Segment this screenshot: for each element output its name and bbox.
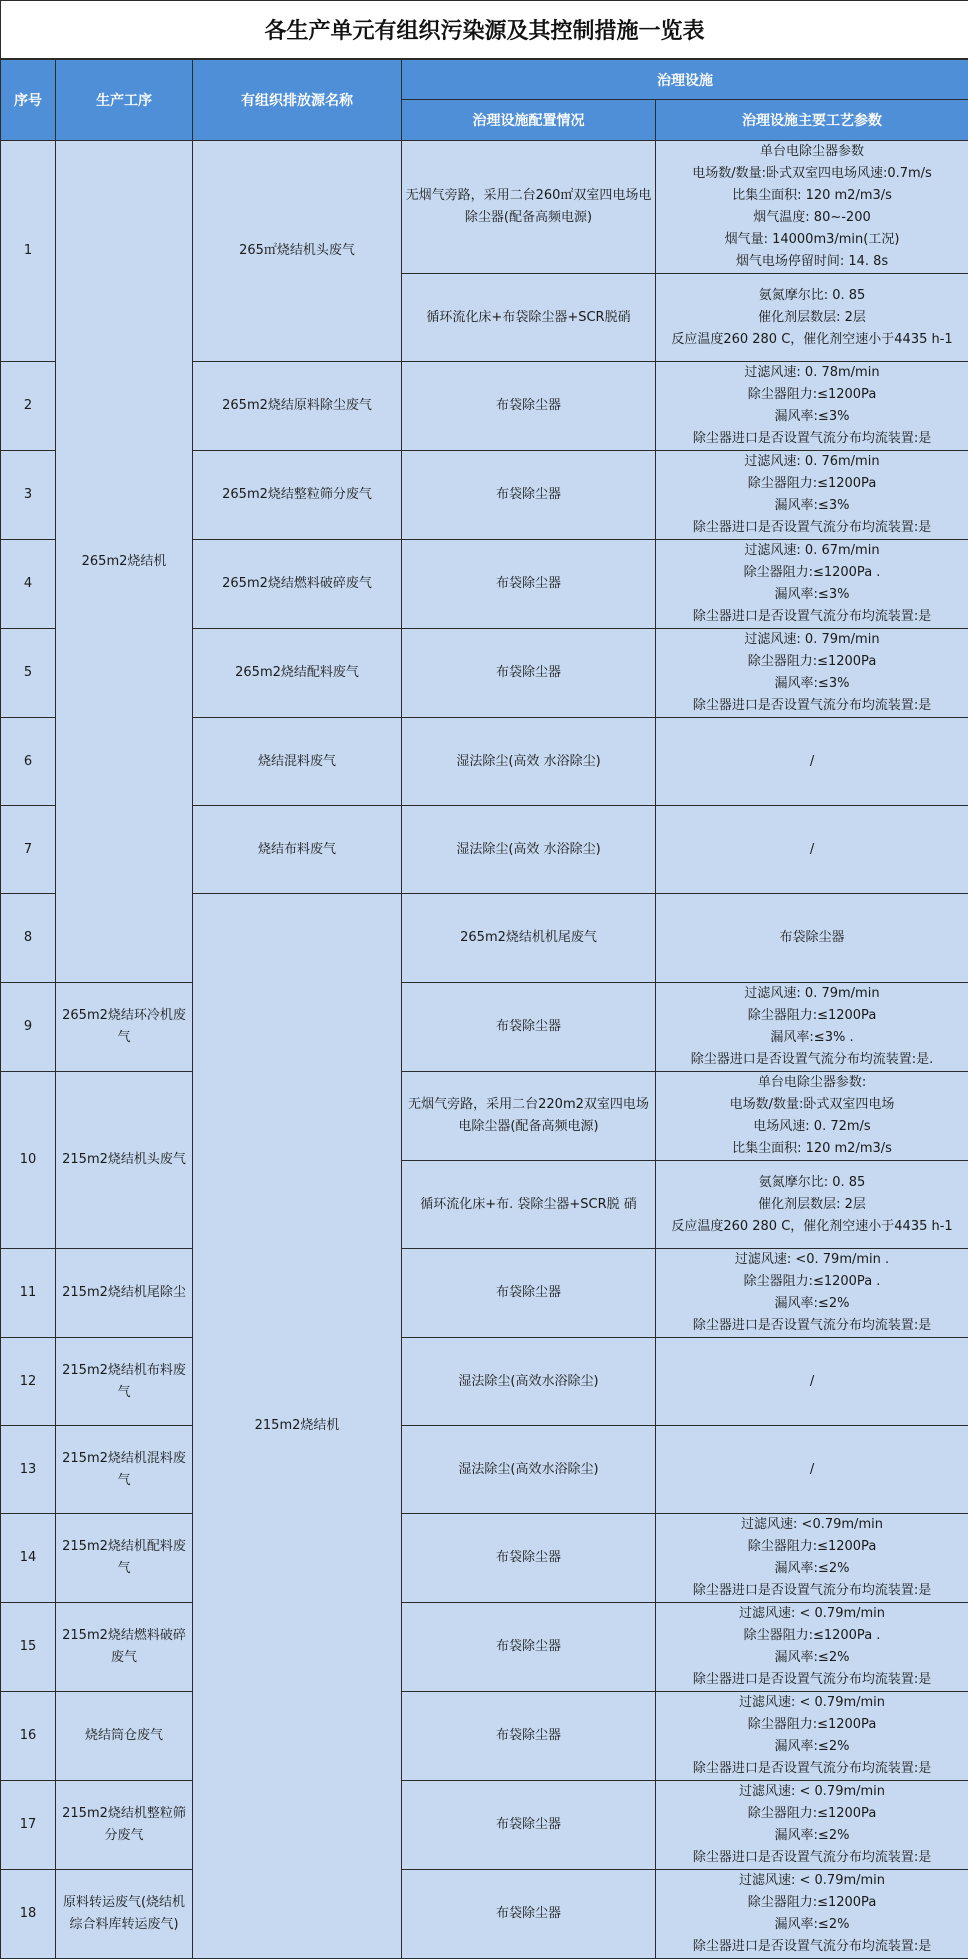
source-name: 215m2烧结燃料破碎废气: [56, 1603, 193, 1692]
param-line: 除尘器阻力:≤1200Pa: [658, 1803, 966, 1825]
table-row: [1, 1249, 968, 1338]
param-line: 催化剂层数层: 2层: [658, 307, 966, 329]
params-cell: [656, 1161, 968, 1249]
row-seq: 18: [1, 1870, 56, 1959]
source-name: 215m2烧结机配料废气: [56, 1514, 193, 1603]
param-line: 除尘器进口是否设置气流分布均流装置:是: [658, 695, 966, 717]
source-name: 265m2烧结原料除尘废气: [193, 362, 402, 451]
row-seq: 12: [1, 1338, 56, 1426]
source-name: 烧结筒仓废气: [56, 1692, 193, 1781]
process-cell: 265m2烧结机: [56, 141, 193, 983]
row-seq: 13: [1, 1426, 56, 1514]
row-seq: 11: [1, 1249, 56, 1338]
table-row: [1, 1692, 968, 1781]
param-line: 氨氮摩尔比: 0. 85: [658, 285, 966, 307]
param-line: 除尘器进口是否设置气流分布均流装置:是: [658, 1758, 966, 1780]
source-name: 烧结布料废气: [193, 806, 402, 894]
param-line: 漏风率:≤3%: [658, 406, 966, 428]
param-line: 催化剂层数层: 2层: [658, 1194, 966, 1216]
param-line: 烟气量: 14000m3/min(工况): [658, 229, 966, 251]
source-name: 215m2烧结机混料废气: [56, 1426, 193, 1514]
source-name: 265m2烧结配料废气: [193, 629, 402, 718]
row-seq: 5: [1, 629, 56, 718]
config-cell: 湿法除尘(高效 水浴除尘): [402, 806, 656, 894]
config-cell: 布袋除尘器: [402, 451, 656, 540]
config-cell: 布袋除尘器: [402, 362, 656, 451]
source-name: 265m2烧结燃料破碎废气: [193, 540, 402, 629]
param-line: 过滤风速: 0. 76m/min: [658, 451, 966, 473]
param-line: 电场风速: 0. 72m/s: [658, 1116, 966, 1138]
param-line: 烟气温度: 80~-200: [658, 207, 966, 229]
row-seq: 9: [1, 983, 56, 1072]
config-cell: 布袋除尘器: [402, 983, 656, 1072]
source-name: 烧结混料废气: [193, 718, 402, 806]
row-seq: 1: [1, 141, 56, 362]
param-line: 过滤风速: < 0.79m/min: [658, 1692, 966, 1714]
param-line: 除尘器进口是否设置气流分布均流装置:是: [658, 517, 966, 539]
params-cell: [656, 1249, 968, 1338]
param-line: 过滤风速: 0. 79m/min: [658, 983, 966, 1005]
param-line: /: [658, 751, 966, 773]
table-row: [1, 141, 968, 274]
param-line: 漏风率:≤2%: [658, 1293, 966, 1315]
param-line: 除尘器阻力:≤1200Pa: [658, 1714, 966, 1736]
param-line: 除尘器阻力:≤1200Pa .: [658, 562, 966, 584]
param-line: 除尘器阻力:≤1200Pa: [658, 1536, 966, 1558]
table-row: [1, 1870, 968, 1959]
table-row: [1, 1781, 968, 1870]
param-line: 比集尘面积: 120 m2/m3/s: [658, 185, 966, 207]
row-seq: 2: [1, 362, 56, 451]
param-line: 除尘器阻力:≤1200Pa: [658, 1005, 966, 1027]
config-cell: 布袋除尘器: [402, 1692, 656, 1781]
params-cell: [656, 1072, 968, 1161]
params-cell: [656, 629, 968, 718]
param-line: 除尘器进口是否设置气流分布均流装置:是.: [658, 1049, 966, 1071]
header-seq: 序号: [1, 59, 56, 141]
param-line: 除尘器进口是否设置气流分布均流装置:是: [658, 1580, 966, 1602]
header-process: 生产工序: [56, 59, 193, 141]
param-line: 除尘器阻力:≤1200Pa: [658, 1892, 966, 1914]
config-cell: 布袋除尘器: [656, 894, 968, 983]
config-cell: 循环流化床+布袋除尘器+SCR脱硝: [402, 274, 656, 362]
params-cell: [656, 1514, 968, 1603]
param-line: 除尘器进口是否设置气流分布均流装置:是: [658, 606, 966, 628]
param-line: 漏风率:≤2%: [658, 1914, 966, 1936]
header-facility: 治理设施: [402, 59, 968, 100]
page-title: 各生产单元有组织污染源及其控制措施一览表: [1, 1, 968, 60]
config-cell: 布袋除尘器: [402, 1249, 656, 1338]
param-line: /: [658, 839, 966, 861]
param-line: 过滤风速: < 0.79m/min: [658, 1781, 966, 1803]
row-seq: 10: [1, 1072, 56, 1249]
param-line: 除尘器进口是否设置气流分布均流装置:是: [658, 1315, 966, 1337]
param-line: 漏风率:≤3%: [658, 495, 966, 517]
params-cell: [656, 1338, 968, 1426]
param-line: 比集尘面积: 120 m2/m3/s: [658, 1138, 966, 1160]
param-line: /: [658, 1459, 966, 1481]
source-name: 原料转运废气(烧结机综合料库转运废气): [56, 1870, 193, 1959]
params-cell: [656, 362, 968, 451]
table-row: [1, 983, 968, 1072]
table-row: [1, 1072, 968, 1161]
table-row: [1, 1338, 968, 1426]
row-seq: 6: [1, 718, 56, 806]
config-cell: 布袋除尘器: [402, 629, 656, 718]
param-line: 除尘器阻力:≤1200Pa: [658, 473, 966, 495]
config-cell: 循环流化床+布. 袋除尘器+SCR脱 硝: [402, 1161, 656, 1249]
source-name: 265m2烧结机机尾废气: [402, 894, 656, 983]
params-cell: [656, 451, 968, 540]
row-seq: 8: [1, 894, 56, 983]
param-line: 氨氮摩尔比: 0. 85: [658, 1172, 966, 1194]
config-cell: 湿法除尘(高效水浴除尘): [402, 1338, 656, 1426]
param-line: 过滤风速: <0.79m/min: [658, 1514, 966, 1536]
config-cell: 布袋除尘器: [402, 1781, 656, 1870]
row-seq: 3: [1, 451, 56, 540]
param-line: 漏风率:≤2%: [658, 1647, 966, 1669]
params-cell: [656, 274, 968, 362]
param-line: 除尘器阻力:≤1200Pa: [658, 651, 966, 673]
params-cell: [656, 1692, 968, 1781]
param-line: 反应温度260 280 C，催化剂空速小于4435 h-1: [658, 1216, 966, 1238]
param-line: 漏风率:≤3%: [658, 673, 966, 695]
params-cell: [656, 1426, 968, 1514]
param-line: 过滤风速: 0. 67m/min: [658, 540, 966, 562]
param-line: 除尘器阻力:≤1200Pa: [658, 384, 966, 406]
param-line: /: [658, 1371, 966, 1393]
param-line: 过滤风速: < 0.79m/min: [658, 1870, 966, 1892]
row-seq: 7: [1, 806, 56, 894]
param-line: 除尘器进口是否设置气流分布均流装置:是: [658, 1936, 966, 1958]
param-line: 漏风率:≤2%: [658, 1736, 966, 1758]
table-row: [1, 1426, 968, 1514]
param-line: 过滤风速: 0. 78m/min: [658, 362, 966, 384]
param-line: 漏风率:≤2%: [658, 1558, 966, 1580]
row-seq: 15: [1, 1603, 56, 1692]
params-cell: [656, 141, 968, 274]
params-cell: [656, 718, 968, 806]
param-line: 漏风率:≤3% .: [658, 1027, 966, 1049]
table-row: [1, 1514, 968, 1603]
param-line: 除尘器进口是否设置气流分布均流装置:是: [658, 428, 966, 450]
row-seq: 17: [1, 1781, 56, 1870]
params-cell: [656, 983, 968, 1072]
param-line: 电场数/数量:卧式双室四电场: [658, 1094, 966, 1116]
header-source: 有组织排放源名称: [193, 59, 402, 141]
params-cell: [656, 1603, 968, 1692]
source-name: 265m2烧结环冷机废气: [56, 983, 193, 1072]
source-name: 215m2烧结机整粒筛分废气: [56, 1781, 193, 1870]
config-cell: 布袋除尘器: [402, 1603, 656, 1692]
row-seq: 16: [1, 1692, 56, 1781]
param-line: 烟气电场停留时间: 14. 8s: [658, 251, 966, 273]
param-line: 电场数/数量:卧式双室四电场风速:0.7m/s: [658, 163, 966, 185]
params-cell: [656, 1781, 968, 1870]
row-seq: 4: [1, 540, 56, 629]
param-line: 除尘器阻力:≤1200Pa .: [658, 1625, 966, 1647]
params-cell: [656, 1870, 968, 1959]
param-line: 过滤风速: 0. 79m/min: [658, 629, 966, 651]
param-line: 除尘器进口是否设置气流分布均流装置:是: [658, 1847, 966, 1869]
params-cell: [656, 806, 968, 894]
config-cell: 无烟气旁路，采用二台220m2双室四电场电除尘器(配备高频电源): [402, 1072, 656, 1161]
param-line: 单台电除尘器参数: [658, 141, 966, 163]
source-name: 215m2烧结机布料废气: [56, 1338, 193, 1426]
source-name: 265m2烧结整粒筛分废气: [193, 451, 402, 540]
param-line: 反应温度260 280 C，催化剂空速小于4435 h-1: [658, 329, 966, 351]
source-name: 215m2烧结机头废气: [56, 1072, 193, 1249]
header-config: 治理设施配置情况: [402, 100, 656, 141]
param-line: 除尘器进口是否设置气流分布均流装置:是: [658, 1669, 966, 1691]
row-seq: 14: [1, 1514, 56, 1603]
process-cell: 215m2烧结机: [193, 894, 402, 1959]
source-name: 265㎡烧结机头废气: [193, 141, 402, 362]
config-cell: 布袋除尘器: [402, 1514, 656, 1603]
param-line: 单台电除尘器参数:: [658, 1072, 966, 1094]
config-cell: 布袋除尘器: [402, 1870, 656, 1959]
param-line: 过滤风速: < 0.79m/min: [658, 1603, 966, 1625]
params-cell: [656, 540, 968, 629]
config-cell: 无烟气旁路，采用二台260㎡双室四电场电除尘器(配备高频电源): [402, 141, 656, 274]
config-cell: 湿法除尘(高效水浴除尘): [402, 1426, 656, 1514]
param-line: 过滤风速: <0. 79m/min .: [658, 1249, 966, 1271]
config-cell: 湿法除尘(高效 水浴除尘): [402, 718, 656, 806]
source-name: 215m2烧结机尾除尘: [56, 1249, 193, 1338]
header-params: 治理设施主要工艺参数: [656, 100, 968, 141]
config-cell: 布袋除尘器: [402, 540, 656, 629]
param-line: 漏风率:≤3%: [658, 584, 966, 606]
param-line: 漏风率:≤2%: [658, 1825, 966, 1847]
param-line: 除尘器阻力:≤1200Pa .: [658, 1271, 966, 1293]
table-row: [1, 1603, 968, 1692]
